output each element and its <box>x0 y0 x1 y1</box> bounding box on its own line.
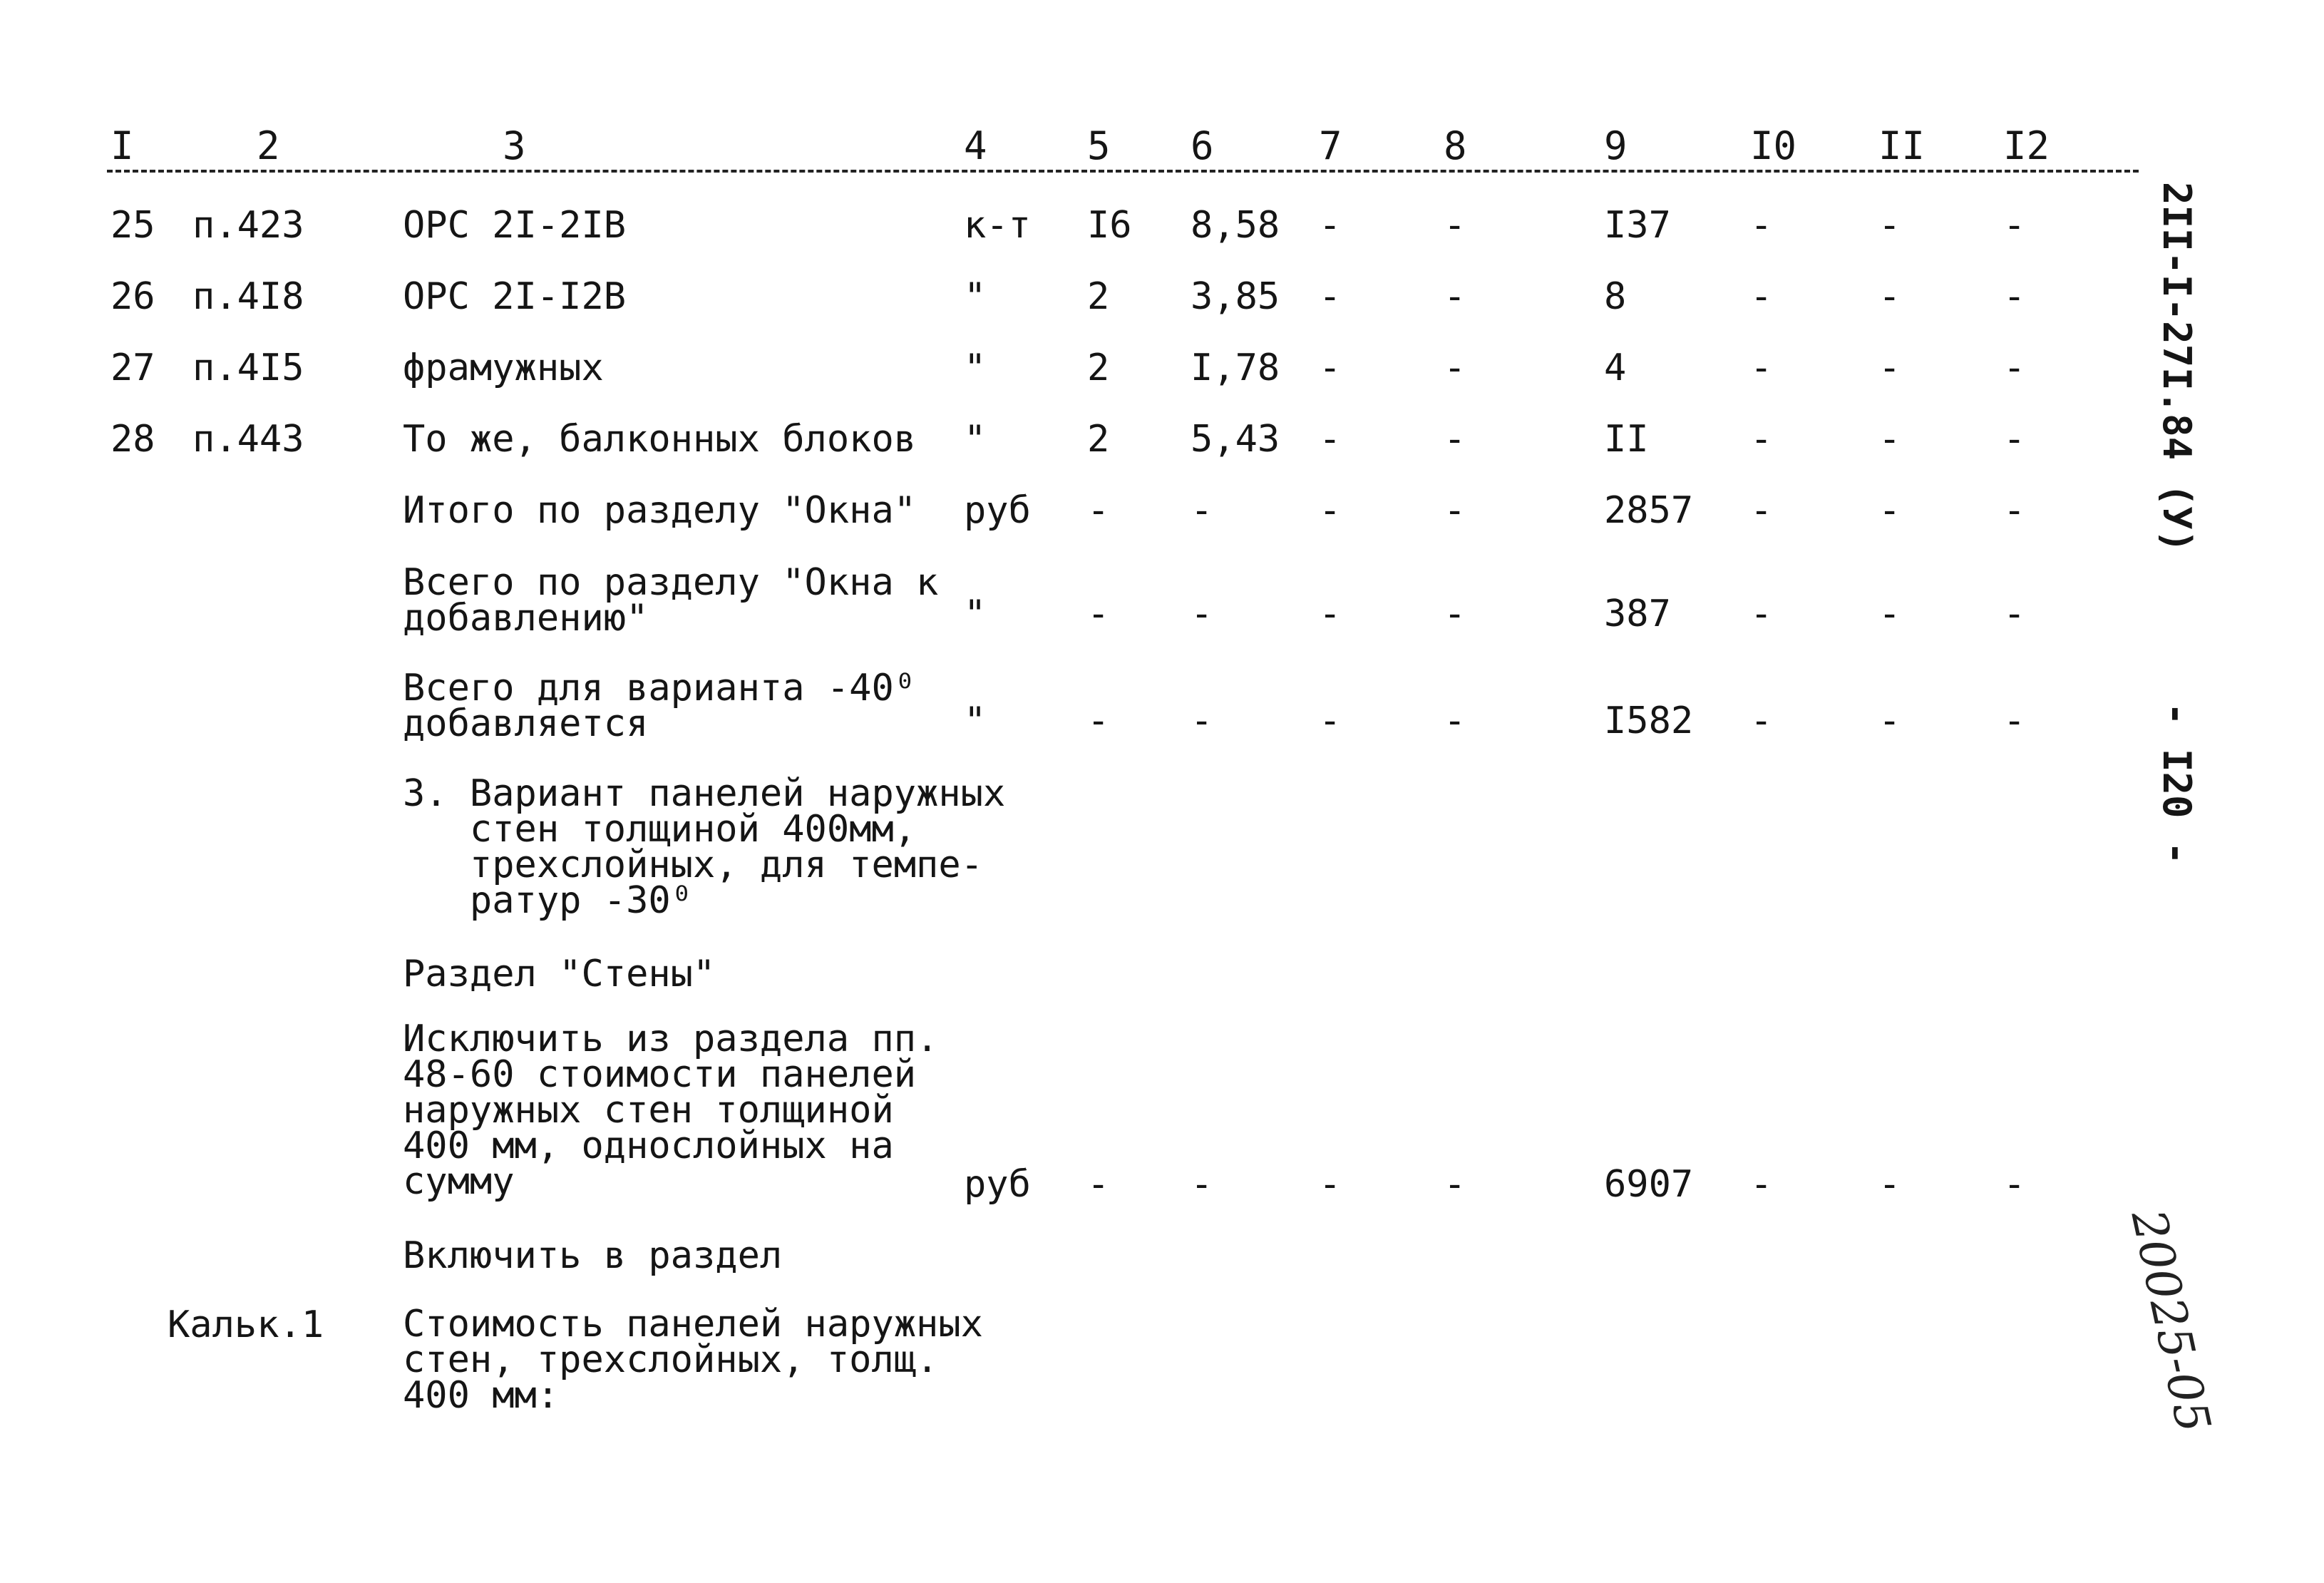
row-col12: - <box>2003 489 2026 532</box>
row-unit: " <box>964 418 987 461</box>
row-ref: п.423 <box>192 204 304 247</box>
row-col9: I37 <box>1604 204 1671 247</box>
row-ref: п.4I5 <box>192 347 304 389</box>
row-col5: 2 <box>1087 418 1110 461</box>
row-col5: - <box>1087 593 1110 635</box>
row-unit: " <box>964 275 987 318</box>
row-unit: руб <box>964 1163 1031 1206</box>
row-col9: 387 <box>1604 593 1671 635</box>
row-name: Всего для варианта -40⁰ добавляется <box>403 667 917 745</box>
row-col6: - <box>1191 1163 1213 1206</box>
row-col6: - <box>1191 593 1213 635</box>
page-number: - I20 - <box>2154 702 2199 865</box>
header-col-10: I0 <box>1750 123 1797 168</box>
row-name: ОРС 2I-I2В <box>403 275 627 318</box>
row-col10: - <box>1750 418 1773 461</box>
row-col12: - <box>2003 1163 2026 1206</box>
row-unit: " <box>964 593 987 635</box>
row-col5: 2 <box>1087 347 1110 389</box>
row-col5: I6 <box>1087 204 1132 247</box>
row-col11: - <box>1878 700 1901 742</box>
header-col-2: 2 <box>257 123 280 168</box>
row-col8: - <box>1444 418 1466 461</box>
row-col8: - <box>1444 347 1466 389</box>
header-col-6: 6 <box>1191 123 1214 168</box>
calc-ref: Кальк.1 <box>168 1303 324 1346</box>
row-unit: к-т <box>964 204 1031 247</box>
row-col5: 2 <box>1087 275 1110 318</box>
row-col12: - <box>2003 593 2026 635</box>
row-name: ОРС 2I-2IВ <box>403 204 627 247</box>
row-col9: 6907 <box>1604 1163 1694 1206</box>
row-col9: I582 <box>1604 700 1694 742</box>
row-col5: - <box>1087 489 1110 532</box>
row-col11: - <box>1878 204 1901 247</box>
header-col-7: 7 <box>1319 123 1342 168</box>
row-col7: - <box>1319 489 1342 532</box>
row-col12: - <box>2003 700 2026 742</box>
row-col11: - <box>1878 418 1901 461</box>
row-col10: - <box>1750 275 1773 318</box>
row-col8: - <box>1444 489 1466 532</box>
row-col6: 3,85 <box>1191 275 1280 318</box>
row-col12: - <box>2003 347 2026 389</box>
calc-text: Стоимость панелей наружных стен, трехслойных, толщ. 400 мм: <box>403 1303 983 1417</box>
header-col-5: 5 <box>1087 123 1111 168</box>
row-col9: II <box>1604 418 1649 461</box>
row-name: Исключить из раздела пп. 48-60 стоимости панелей наружных стен толщиной 400 мм, однослойных на сумму <box>403 1018 939 1203</box>
row-col8: - <box>1444 593 1466 635</box>
row-col10: - <box>1750 700 1773 742</box>
row-col10: - <box>1750 204 1773 247</box>
row-col8: - <box>1444 275 1466 318</box>
archive-stamp: 20025-05 <box>2120 1205 2221 1438</box>
row-unit: " <box>964 347 987 389</box>
row-unit: " <box>964 700 987 742</box>
row-col6: - <box>1191 489 1213 532</box>
row-col5: - <box>1087 1163 1110 1206</box>
section-subheading: Раздел "Стены" <box>403 953 716 995</box>
row-col11: - <box>1878 489 1901 532</box>
section-heading: 3. Вариант панелей наружных стен толщиной 400мм, трехслойных, для темпе- ратур -30⁰ <box>403 772 1006 922</box>
row-col6: 8,58 <box>1191 204 1280 247</box>
row-col8: - <box>1444 1163 1466 1206</box>
row-col9: 8 <box>1604 275 1627 318</box>
row-number: 27 <box>110 347 155 389</box>
row-col7: - <box>1319 204 1342 247</box>
header-col-9: 9 <box>1604 123 1628 168</box>
row-name: То же, балконных блоков <box>403 418 917 461</box>
header-col-1: I <box>110 123 134 168</box>
row-number: 28 <box>110 418 155 461</box>
row-col7: - <box>1319 418 1342 461</box>
row-col11: - <box>1878 1163 1901 1206</box>
row-ref: п.443 <box>192 418 304 461</box>
row-col6: - <box>1191 700 1213 742</box>
row-col12: - <box>2003 275 2026 318</box>
row-col12: - <box>2003 418 2026 461</box>
header-underline <box>107 170 2139 173</box>
row-number: 25 <box>110 204 155 247</box>
row-name: фрамужных <box>403 347 604 389</box>
row-col11: - <box>1878 593 1901 635</box>
row-number: 26 <box>110 275 155 318</box>
row-name: Итого по разделу "Окна" <box>403 489 917 532</box>
row-col9: 2857 <box>1604 489 1694 532</box>
document-code: 2II-I-27I.84 (У) <box>2154 182 2199 553</box>
row-col11: - <box>1878 275 1901 318</box>
header-col-12: I2 <box>2003 123 2050 168</box>
row-col6: I,78 <box>1191 347 1280 389</box>
row-col8: - <box>1444 204 1466 247</box>
header-col-3: 3 <box>503 123 526 168</box>
header-col-8: 8 <box>1444 123 1467 168</box>
row-col10: - <box>1750 1163 1773 1206</box>
include-label: Включить в раздел <box>403 1234 783 1277</box>
row-col10: - <box>1750 489 1773 532</box>
row-col7: - <box>1319 1163 1342 1206</box>
row-col5: - <box>1087 700 1110 742</box>
row-col10: - <box>1750 593 1773 635</box>
row-col7: - <box>1319 700 1342 742</box>
row-unit: руб <box>964 489 1031 532</box>
header-col-11: II <box>1878 123 1925 168</box>
header-col-4: 4 <box>964 123 987 168</box>
row-col7: - <box>1319 593 1342 635</box>
row-col8: - <box>1444 700 1466 742</box>
row-col9: 4 <box>1604 347 1627 389</box>
row-col6: 5,43 <box>1191 418 1280 461</box>
row-col12: - <box>2003 204 2026 247</box>
row-col10: - <box>1750 347 1773 389</box>
row-col7: - <box>1319 347 1342 389</box>
row-ref: п.4I8 <box>192 275 304 318</box>
row-col7: - <box>1319 275 1342 318</box>
row-col11: - <box>1878 347 1901 389</box>
row-name: Всего по разделу "Окна к добавлению" <box>403 561 939 640</box>
